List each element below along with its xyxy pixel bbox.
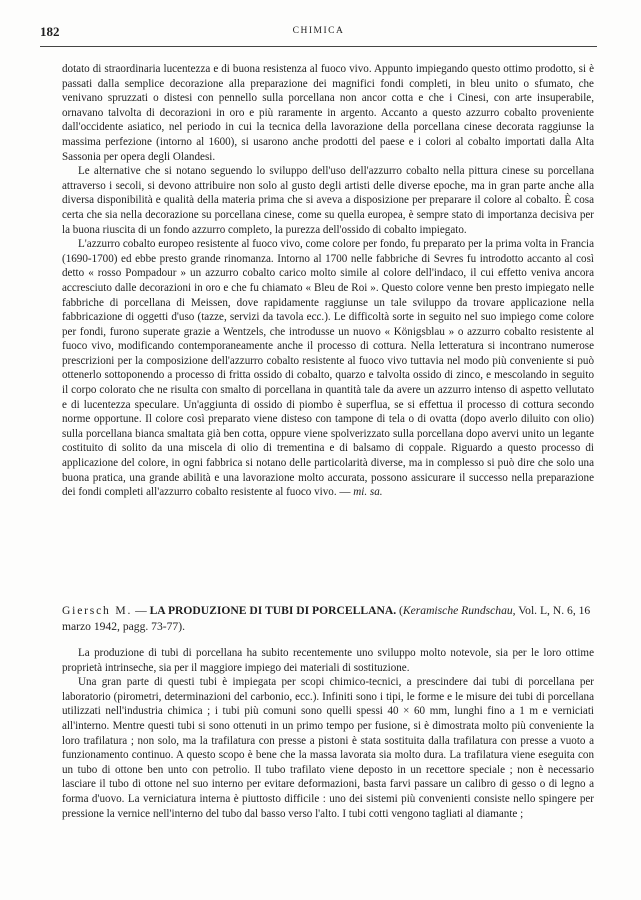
- heading-dash: —: [135, 604, 147, 617]
- article-author: Giersch M.: [62, 604, 133, 617]
- paragraph: [62, 237, 594, 500]
- page-header: [40, 24, 597, 47]
- paragraph: dotato di straordinaria lucentezza e di buona resistenza al fuoco vivo. Appunto impiegando questo ottimo prodotto, si è passati dalla semplice decorazione alla preparazione dei magnifici fondi completi, in bleu unito o sfumato, che venivano spruzzati o distesi con pennello sulla porcellana non ancor cotta e che i Cinesi, con arte insuperabile, ornavano talvolta di decorazioni in oro e più raramente in argento. Accanto a questo azzurro cobalto proveniente dall'occidente asiatico, nel periodo in cui la tecnica della lavorazione della porcellana cinese decorata raggiunse la massima perfezione (intorno al 1600), si usarono anche prodotti del paese e i colori al cobalto importati dalla Alta Sassonia per opera degli Olandesi.: [62, 63, 594, 163]
- previous-article-text: [62, 62, 594, 500]
- author-signature: mi. sa.: [353, 486, 383, 499]
- paragraph: Una gran parte di questi tubi è impiegata per scopi chimico-tecnici, a prescindere dai tubi di porcellana per laboratorio (pirometri, determinazioni del carbonio, ecc.). Infiniti sono i tipi, le forme e le misure dei tubi di porcellana utilizzati nell'industria chimica ; i tubi più comuni sono quelli spessi 40 × 60 mm, lunghi fino a 1 m e verniciati all'interno. Mentre questi tubi si sono ottenuti in un primo tempo per fusione, si è dimostrata molto più conveniente la loro trafilatura ; non solo, ma la trafilatura con presse a pistoni è stata sostituita dalla trafilatura con presse a vuoto a funzionamento continuo. A questo scopo è bene che la massa lavorata sia molto dura. La trafilatura viene eseguita con un tubo di ottone ben unto con petrolio. Il tubo trafilato viene deposto in un recettore speciale ; non è necessario lasciare il tubo di ottone nel suo interno per evitare deformazioni, basta farvi passare un calibro di gesso o di legno a forma d'uovo. La verniciatura interna è piuttosto difficile : uno dei sistemi più convenienti consiste nello spingere per pressione la vernice nell'interno del tubo dal basso verso l'alto. I tubi cotti vengono tagliati al diamante ;: [62, 676, 594, 820]
- article-title: LA PRODUZIONE DI TUBI DI PORCELLANA.: [149, 604, 397, 617]
- source-details: Vol. L, N. 6, 16 marzo 1942, pagg. 73-77).: [62, 604, 591, 633]
- source-journal: Keramische Rundschau,: [402, 604, 516, 617]
- paragraph: Le alternative che si notano seguendo lo sviluppo dell'uso dell'azzurro cobalto nella pittura cinese su porcellana attraverso i secoli, si devono attribuire non solo al gusto degli artisti delle diverse epoche, ma in gran parte anche alla diversa disponibilità e qualità della materia prima che si aveva a disposizione per preparare il colore al cobalto. È cosa certa che sia nella decorazione su porcellana cinese, come su quella europea, è sempre stato di importanza decisiva per la buona riuscita di un fondo azzurro completo, la purezza dell'ossido di cobalto impiegato.: [62, 165, 594, 236]
- paragraph: La produzione di tubi di porcellana ha subito recentemente uno sviluppo molto notevole, sia per le loro ottime proprietà intrinseche, sia per il maggiore impiego dei materiali di sostituzione.: [62, 647, 594, 674]
- source-open: (: [399, 604, 403, 617]
- page-number: 182: [40, 24, 60, 39]
- paragraph-text: L'azzurro cobalto europeo resistente al fuoco vivo, come colore per fondo, fu preparato per la prima volta in Francia (1690-1700) ed ebbe presto grande rinomanza. Intorno al 1700 nelle fabbriche di Sevres fu introdotto accanto al così detto « rosso Pompadour » un azzurro cobalto carico molto simile al colore dell'indaco, il cui effetto veniva ancora accresciuto dalle decorazioni in oro e che fu chiamato « Bleu de Roi ». Questo colore venne ben presto impiegato nelle fabbriche di porcellana di Meissen, dove rapidamente raggiunse un tale sviluppo da trovare applicazione nella fabbricazione di oggetti d'uso (tazze, servizi da tavola ecc.). Le difficoltà sorte in seguito nel suo impiego come colore per fondi, furono superate grazie a Wentzels, che introdusse un nuovo « Königsblau » o azzurro cobalto resistente al fuoco vivo, modificando contemporaneamente anche il processo di cottura. Nella letteratura si incontrano numerose prescrizioni per la composizione dell'azzurro cobalto resistente al fuoco vivo tuttavia nel modo più conveniente si può ottenerlo sottoponendo a processo di fritta ossido di cobalto, quarzo e talvolta ossido di zinco, e mescolando in seguito il corpo colorato che ne risulta con smalto di porcellana in quantità tale da avere un azzurro intenso di aspetto vellutato e di lucentezza speculare. Un'aggiunta di ossido di piombo è superflua, se si effettua il processo di cottura secondo norme opportune. Il colore così preparato viene disteso con tampone di tela o di ovatta (dopo averlo diluito con olio) sulla porcellana bianca smaltata già ben cotta, oppure viene spolverizzato sulla porcellana dopo avervi unito un legante costituito di solito da una miscela di olio di trementina e di balsamo di coppale. Riguardo a questo processo di applicazione del colore, in ogni fabbrica si notano delle particolarità diverse, ma in complesso si può dire che solo una buona pratica, una grande abilità e una lavorazione molto accurata, possono assicurare il successo nella preparazione dei fondi completi all'azzurro cobalto resistente al fuoco vivo. —: [62, 238, 594, 499]
- article-body: [62, 646, 594, 821]
- article-heading: [62, 603, 594, 635]
- running-head: CHIMICA: [292, 26, 345, 36]
